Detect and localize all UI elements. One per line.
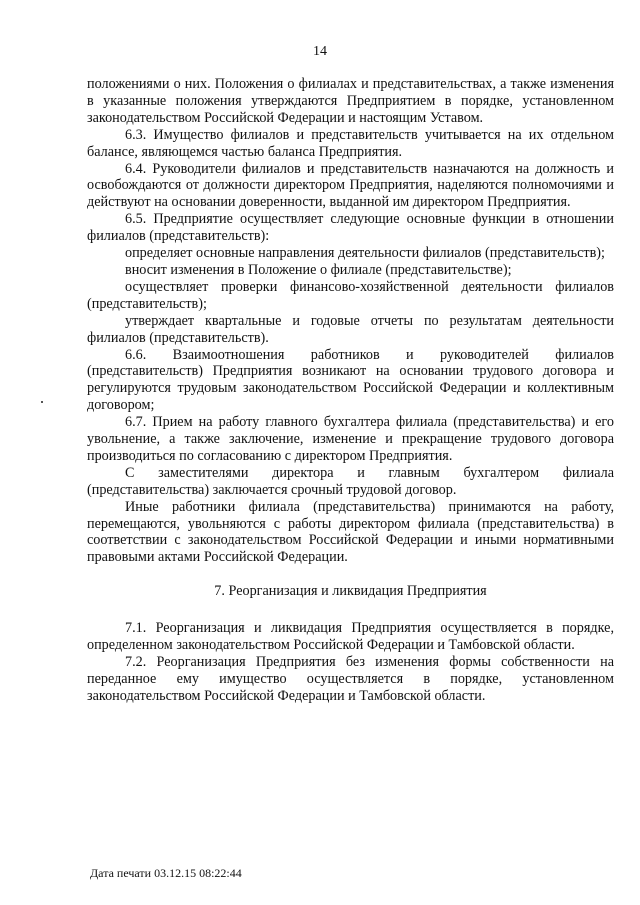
paragraph: 6.5. Предприятие осуществляет следующие основные функции в отношении филиалов (представительств): bbox=[87, 211, 614, 245]
paragraph: определяет основные направления деятельности филиалов (представительств); bbox=[125, 245, 605, 262]
section-6-text bbox=[87, 76, 614, 566]
section-heading: 7. Реорганизация и ликвидация Предприятия bbox=[214, 583, 487, 600]
paragraph: Иные работники филиала (представительства) принимаются на работу, перемещаются, увольняются с работы директором филиала (представительства) в соответствии с законодательством Российской Федерации и иными нормативными правовыми актами Российской Федерации. bbox=[87, 498, 614, 566]
print-date-footer: Дата печати 03.12.15 08:22:44 bbox=[90, 866, 242, 880]
paragraph: С заместителями директора и главным бухгалтером филиала (представительства) заключается срочный трудовой договор. bbox=[87, 464, 614, 498]
scan-speck bbox=[41, 401, 43, 403]
paragraph: положениями о них. Положения о филиалах и представительствах, а также изменения в указанные положения утверждаются Предприятием в порядке, установленном законодательством Российской Федерации и настоящим Уставом. bbox=[87, 76, 614, 126]
paragraph: 7.2. Реорганизация Предприятия без изменения формы собственности на переданное ему имущество осуществляется в порядке, установленном законодательством Российской Федерации и Тамбовской области. bbox=[87, 654, 614, 704]
paragraph: осуществляет проверки финансово-хозяйственной деятельности филиалов (представительств); bbox=[87, 278, 614, 312]
document-body bbox=[87, 76, 614, 705]
paragraph: 6.6. Взаимоотношения работников и руководителей филиалов (представительств) Предприятия возникают на основании трудового договора и регулируются трудовым законодательством Российской Федерации и коллективным договором; bbox=[87, 346, 614, 414]
section-7-text bbox=[87, 620, 614, 705]
page-number: 14 bbox=[313, 44, 327, 59]
paragraph: 7.1. Реорганизация и ликвидация Предприятия осуществляется в порядке, определенном законодательством Российской Федерации и Тамбовской области. bbox=[87, 620, 614, 654]
paragraph: 6.7. Прием на работу главного бухгалтера филиала (представительства) и его увольнение, а также заключение, изменение и прекращение трудового договора производиться по согласованию с директором Предприятия. bbox=[87, 414, 614, 464]
paragraph: 6.3. Имущество филиалов и представительств учитывается на их отдельном балансе, являющемся частью баланса Предприятия. bbox=[87, 126, 614, 160]
paragraph: утверждает квартальные и годовые отчеты по результатам деятельности филиалов (представительств). bbox=[87, 312, 614, 346]
paragraph: вносит изменения в Положение о филиале (представительстве); bbox=[125, 261, 512, 278]
paragraph: 6.4. Руководители филиалов и представительств назначаются на должность и освобождаются от должности директором Предприятия, наделяются полномочиями и действуют на основании доверенности, выданной им директором Предприятия. bbox=[87, 160, 614, 211]
